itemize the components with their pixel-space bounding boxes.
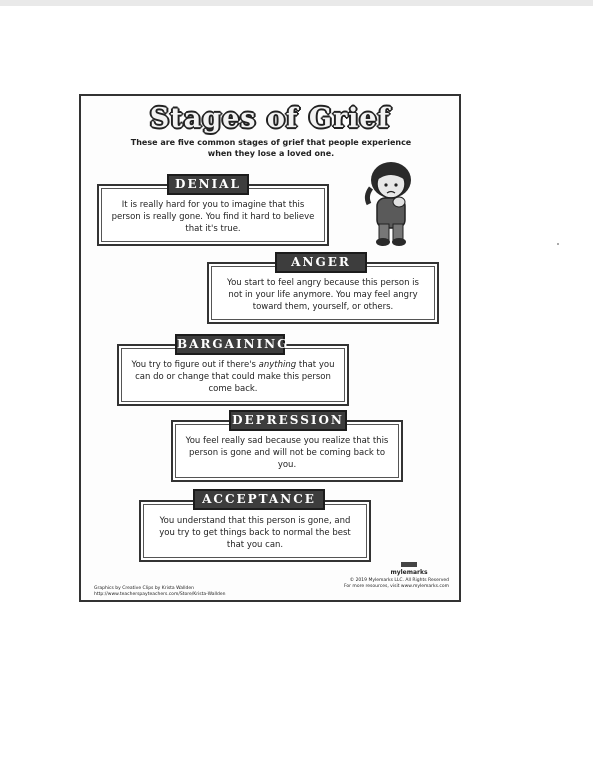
copyright-line: © 2019 Mylemarks LLC. All Rights Reserved xyxy=(349,578,449,583)
sad-girl-illustration-icon xyxy=(359,158,423,250)
stage-label-bargaining: BARGAINING xyxy=(175,334,285,355)
stage-label-acceptance: ACCEPTANCE xyxy=(193,489,325,510)
scan-speck xyxy=(557,243,559,245)
stage-label-depression: DEPRESSION xyxy=(229,410,347,431)
stage-text-bargaining-emphasis: anything xyxy=(258,360,297,370)
stage-label-denial: DENIAL xyxy=(167,174,249,195)
page-edge xyxy=(0,0,593,6)
stage-text-bargaining-part2: that you can do or change that could make this person come back. xyxy=(135,360,335,394)
stage-text-bargaining-part1: You try to figure out if there's xyxy=(131,360,259,370)
worksheet xyxy=(79,94,461,602)
page-title: Stages of Grief xyxy=(149,103,391,134)
credit-line-1: Graphics by Creative Clips by Krista Wallden xyxy=(94,586,195,591)
copyright-block xyxy=(344,578,449,590)
stage-text-denial: It is really hard for you to imagine that this person is really gone. You find it hard to believe that it's true. xyxy=(111,200,315,234)
stage-text-bargaining xyxy=(129,359,337,395)
logo-text: mylemarks xyxy=(390,569,428,576)
resources-line: For more resources, visit www.mylemarks.com xyxy=(343,584,449,589)
mylemarks-logo-icon xyxy=(389,561,429,575)
stage-text-anger: You start to feel angry because this person is not in your life anymore. You may feel angry toward them, yourself, or others. xyxy=(227,278,419,312)
page-subtitle: These are five common stages of grief that people experience when they lose a loved one. xyxy=(130,138,412,158)
stage-text-acceptance: You understand that this person is gone, and you try to get things back to normal the best that you can. xyxy=(159,516,351,550)
credit-line-2: http://www.teacherspayteachers.com/Store/Krista-Wallden xyxy=(94,592,226,597)
credits xyxy=(94,586,226,598)
stage-text-depression: You feel really sad because you realize that this person is gone and will not be coming back to you. xyxy=(185,436,389,470)
stage-label-anger: ANGER xyxy=(275,252,367,273)
